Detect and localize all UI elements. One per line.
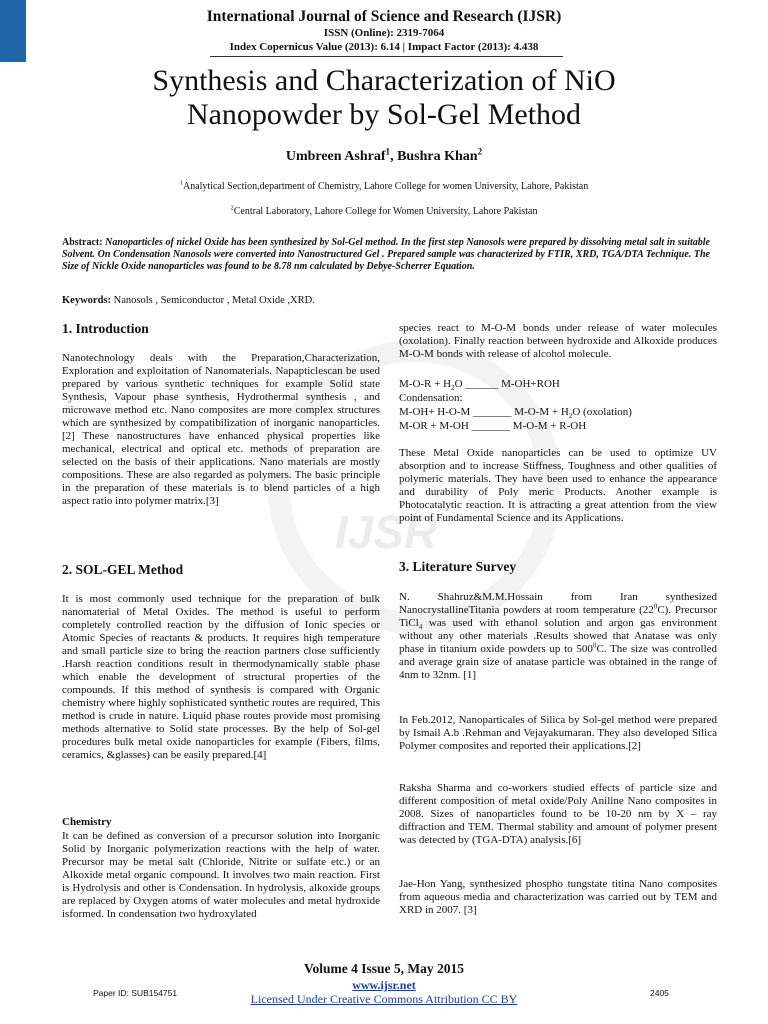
- author-1-sup: 1: [385, 146, 391, 157]
- author-1: Umbreen Ashraf: [285, 149, 386, 164]
- applications-paragraph: These Metal Oxide nanoparticles can be used to optimize UV absorption and to increase Stiffness, Toughness and other qualities of polymeric materials. They have been used to enhance the appearance and durability of Poly meric Products. Another example is Photocatalytic reaction. It is attracting a great attention from the view point of Fundamental Science and its Applications.: [399, 447, 717, 524]
- literature-paragraph-3: Raksha Sharma and co-workers studied effects of particle size and different composition of metal oxide/Poly Aniline Nano composites in 2008. Sizes of nanoparticles found to be 10-20 nm by X – ray diffraction and TEM. Thermal stability and amount of polymer present was detected by (TGA-DTA) analysis.[6]: [399, 782, 717, 846]
- literature-paragraph-1: [399, 591, 717, 682]
- affiliation-2-text: Central Laboratory, Lahore College for Women University, Lahore Pakistan: [233, 206, 538, 217]
- affiliation-2-sup: 2: [230, 204, 234, 212]
- lit-p1-c: was used with ethanol solution and argon gas environment without any other materials .Results showed that Anatase was only phase in titanium oxide powders up to 500: [399, 617, 717, 655]
- lit-p1-sup1: 0: [653, 602, 658, 611]
- footer-paper-id: Paper ID: SUB154751: [93, 988, 178, 998]
- chemistry-paragraph: It can be defined as conversion of a precursor solution into Inorganic Solid by Inorganic polymerization reactions with the help of water. Precursor may be metal salt (Chloride, Nitrite or sulfate etc.) or an Alkoxide metal organic compound. It involves two main reaction. First is Hydrolysis and other is Condensation. In hydrolysis, alkoxide groups are replaced by Oxygen atoms of water molecules and metal hydroxide isformed. In condensation two hydroxylated: [62, 830, 380, 920]
- header-rule: [210, 56, 563, 57]
- lit-p1-sub: 4: [418, 623, 423, 632]
- literature-paragraph-2: In Feb.2012, Nanoparticales of Silica by Sol-gel method were prepared by Ismail A.b .Rehman and Vejayakumaran. They also developed Silica Polymer composites and reported their applications.[2]: [399, 714, 717, 752]
- eq1-part-a: M-O-R + H: [399, 378, 452, 390]
- author-2-sup: 2: [477, 146, 483, 157]
- keywords-text: Nanosols , Semiconductor , Metal Oxide ,XRD.: [113, 295, 315, 306]
- paper-title: [60, 64, 708, 132]
- keywords: [62, 295, 710, 306]
- lit-p1-b: C). Precursor TiCl: [399, 604, 717, 629]
- author-2: Bushra Khan: [397, 149, 478, 164]
- abstract-text: Nanoparticles of nickel Oxide has been synthesized by Sol-Gel method. In the first step Nanosols were prepared by dissolving metal salt in suitable Solvent. On Condensation Nanosols were converted into Nanostructured Gel . Prepared sample was characterized by FTIR, XRD, TGA/DTA Technique. The Size of Nickle Oxide nanoparticles was found to be 8.78 nm calculated by Debye-Scherrer Equation.: [62, 237, 710, 272]
- footer-website-link[interactable]: www.ijsr.net: [352, 978, 416, 992]
- literature-paragraph-4: Jae-Hon Yang, synthesized phospho tungstate titina Nano composites from aqueous media and characterization was carried out by TEM and XRD in 2007. [3]: [399, 878, 717, 916]
- section-heading-literature: 3. Literature Survey: [399, 559, 517, 574]
- equation-alcoxolation: M-OR + M-OH _______ M-O-M + R-OH: [399, 420, 587, 432]
- journal-index: Index Copernicus Value (2013): 6.14 | Impact Factor (2013): 4.438: [229, 41, 539, 53]
- lit-p1-sup2: 0: [592, 641, 597, 650]
- equation-oxolation: [399, 406, 717, 419]
- keywords-label: Keywords:: [62, 295, 114, 306]
- affiliation-1-sup: 1: [179, 179, 183, 187]
- eq1-sub: 2: [451, 384, 455, 393]
- author-sep: ,: [390, 149, 398, 164]
- lit-p1-d: C. The size was controlled and average grain size of anatase particle was obtained in the range of 4nm to 32nm. [1]: [399, 643, 718, 681]
- footer-volume: Volume 4 Issue 5, May 2015: [303, 961, 464, 976]
- condensation-label: Condensation:: [399, 392, 463, 404]
- affiliation-1-text: Analytical Section,department of Chemistry, Lahore College for women University, Lahore, Pakistan: [182, 181, 589, 192]
- lit-p1-a: N. Shahruz&M.M.Hossain from Iran synthesized NanocrystallineTitania powders at room temperature (22: [399, 591, 717, 616]
- paper-title-line2: Nanopowder by Sol-Gel Method: [186, 98, 582, 131]
- footer-license-link[interactable]: Licensed Under Creative Commons Attribution CC BY: [250, 992, 518, 1006]
- equation-hydrolysis: [399, 378, 717, 391]
- eq1-part-b: O ______ M-OH+ROH: [454, 378, 560, 390]
- chemistry-heading: Chemistry: [62, 816, 112, 828]
- solgel-paragraph: It is most commonly used technique for the preparation of bulk nanomaterial of Metal Oxides. The method is useful to perform completely controlled reaction by the diffusion of Ionic species or Atomic Species of reactants & products. It requires high temperature and small particle size to bring the reaction partners close sufficiently .Harsh reaction conditions result in thermodynamically stable phase which enable the development of structural properties of the compounds. If this method of synthesis is compared with Organic chemistry where highly sophisticated synthetic routes are required, This method is crude in nature. Liquid phase routes provide most promising methods alternative to Solid state processes. By the help of Sol-gel procedures bulk metal oxide nanoparticles for example (Fibers, films, ceramics, &glasses) can be easily prepared.[4]: [62, 593, 380, 761]
- affiliation-2: [0, 206, 768, 217]
- section-heading-solgel: 2. SOL-GEL Method: [62, 562, 184, 577]
- paper-title-line1: Synthesis and Characterization of NiO: [152, 64, 616, 97]
- abstract-label: Abstract:: [62, 237, 106, 248]
- watermark-logo: IJSR: [335, 506, 438, 558]
- abstract: [62, 237, 710, 273]
- affiliation-1: [0, 181, 768, 192]
- section-heading-introduction: 1. Introduction: [62, 321, 149, 336]
- journal-issn: ISSN (Online): 2319-7064: [323, 27, 445, 39]
- journal-name: International Journal of Science and Research (IJSR): [206, 8, 562, 25]
- intro-paragraph: Nanotechnology deals with the Preparation,Characterization, Exploration and exploitation of Nanomaterials. Napapticlescan be used prepared by various synthetic techniques for example Solid state Synthesis, Vapour phase synthesis, Hydrothermal synthesis , and microwave method etc. Nano composites are more complex structures which are synthesized by compatibilization of inorganic nanoparticles.[2] These nanostructures have enhanced physical properties like mechanical, electrical and optical etc. methods of preparation are selected on the basis of their applications. Nano materials are mostly compositions. These are also regarded as polymers. The basic principle in the preparation of these materials is to blend particles of a high aspect ratio into polymer matrix.[3]: [62, 352, 380, 507]
- footer-page-number: 2405: [650, 988, 669, 998]
- oxolation-paragraph: species react to M-O-M bonds under release of water molecules (oxolation). Finally reaction between hydroxide and Alkoxide produces M-O-M bonds with release of alcohol molecule.: [399, 322, 717, 360]
- eq2-part-b: O (oxolation): [572, 406, 632, 418]
- eq2-part-a: M-OH+ H-O-M _______ M-O-M + H: [399, 406, 569, 418]
- eq2-sub: 2: [568, 412, 573, 421]
- authors: [0, 146, 768, 165]
